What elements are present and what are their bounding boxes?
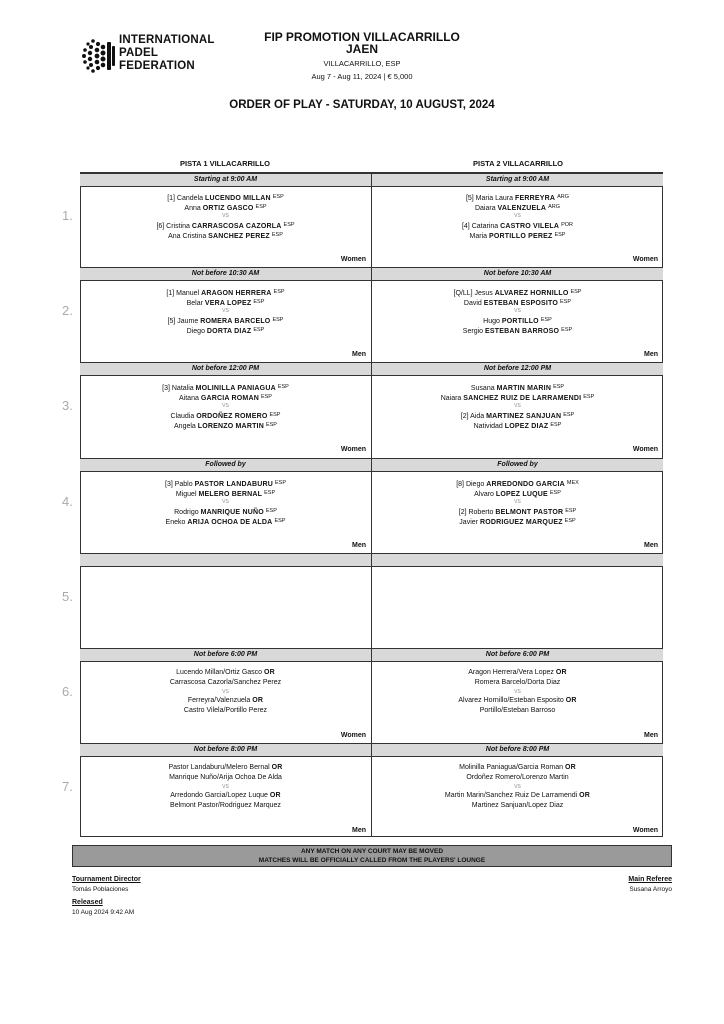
tournament-location: VILLACARRILLO, ESP	[323, 59, 401, 68]
category-label: Men	[644, 542, 658, 549]
player-first-name: David	[463, 300, 482, 307]
category-label: Men	[644, 351, 658, 358]
player-surname: SANCHEZ RUIZ DE LARRAMENDI	[463, 395, 582, 402]
player-first-name: [3] Pablo	[165, 481, 193, 488]
player-nationality: ESP	[583, 394, 595, 400]
player-first-name: Susana	[470, 385, 495, 392]
player-nationality: ESP	[274, 518, 286, 524]
or-label: OR	[565, 697, 577, 704]
player-line	[372, 287, 663, 297]
player-line	[80, 516, 371, 526]
team-line	[372, 791, 663, 801]
player-first-name: [1] Manuel	[166, 290, 200, 297]
player-nationality: ESP	[272, 194, 284, 200]
logo-line-3: FEDERATION	[119, 60, 195, 72]
player-line	[372, 192, 663, 202]
player-first-name: Sergio	[462, 328, 484, 335]
fip-logo-icon	[82, 36, 116, 76]
player-first-name: Eneko	[165, 519, 186, 526]
match-cell	[372, 382, 663, 430]
time-band: Starting at 9:00 AM	[80, 173, 371, 187]
match-cell	[372, 192, 663, 240]
notice-box	[72, 845, 672, 867]
player-nationality: ESP	[565, 508, 577, 514]
time-band: Not before 8:00 PM	[80, 743, 371, 757]
time-band: Not before 12:00 PM	[80, 362, 371, 376]
player-nationality: ESP	[540, 317, 552, 323]
player-surname: MANRIQUE NUÑO	[200, 509, 264, 516]
player-surname: GARCIA ROMAN	[200, 395, 259, 402]
player-surname: MOLINILLA PANIAGUA	[195, 385, 276, 392]
vs-label: VS	[514, 784, 521, 790]
time-band: Not before 6:00 PM	[80, 648, 371, 662]
player-nationality: POR	[561, 222, 574, 228]
team-line	[80, 696, 371, 706]
logo-line-2: PADEL	[119, 47, 159, 59]
player-line	[80, 506, 371, 516]
player-surname: ORDOÑEZ ROMERO	[196, 413, 268, 420]
player-line	[372, 420, 663, 430]
player-surname: PORTILLO	[501, 318, 539, 325]
match-cell	[80, 478, 371, 526]
director-name: Tomás Poblaciones	[72, 886, 129, 893]
team-line	[80, 668, 371, 678]
category-label: Women	[340, 446, 366, 453]
player-surname: LUCENDO MILLAN	[204, 195, 271, 202]
or-label: OR	[269, 792, 281, 799]
notice-line-1: ANY MATCH ON ANY COURT MAY BE MOVED	[300, 848, 444, 855]
player-first-name: Javier	[459, 519, 478, 526]
player-nationality: ESP	[271, 232, 283, 238]
team-line	[372, 696, 663, 706]
team-line	[80, 763, 371, 773]
player-line	[372, 392, 663, 402]
player-line	[80, 192, 371, 202]
referee-name: Susana Arroyo	[629, 886, 672, 893]
team-line	[80, 791, 371, 801]
player-surname: MELERO BERNAL	[198, 491, 263, 498]
time-band: Not before 6:00 PM	[372, 648, 663, 662]
row-separator	[80, 743, 371, 744]
player-first-name: [4] Catarina	[461, 223, 499, 230]
vs-label: VS	[222, 499, 229, 505]
player-nationality: ESP	[269, 412, 281, 418]
player-first-name: [2] Roberto	[458, 509, 494, 516]
player-surname: ALVAREZ HORNILLO	[494, 290, 569, 297]
match-cell	[372, 478, 663, 526]
row-separator	[372, 553, 663, 554]
player-first-name: [2] Aida	[460, 413, 485, 420]
player-line	[80, 297, 371, 307]
category-label: Women	[340, 732, 366, 739]
time-band	[80, 553, 371, 567]
player-line	[372, 516, 663, 526]
match-cell	[372, 763, 663, 811]
order-of-play-title: ORDER OF PLAY - SATURDAY, 10 AUGUST, 2024	[229, 99, 495, 111]
player-nationality: ESP	[560, 299, 572, 305]
match-cell	[80, 382, 371, 430]
row-number: 4.	[62, 494, 73, 509]
team-names: Arredondo Garcia/Lopez Luque	[170, 792, 268, 799]
category-label: Women	[632, 446, 658, 453]
vs-label: VS	[514, 403, 521, 409]
player-surname: ARAGON HERRERA	[201, 290, 272, 297]
player-line	[80, 287, 371, 297]
player-first-name: Rodrigo	[174, 509, 199, 516]
vs-label: VS	[222, 689, 229, 695]
player-surname: BELMONT PASTOR	[495, 509, 564, 516]
match-cell	[372, 668, 663, 716]
notice-line-2: MATCHES WILL BE OFFICIALLY CALLED FROM THE PLAYERS' LOUNGE	[258, 857, 486, 864]
vs-label: VS	[514, 213, 521, 219]
player-line	[372, 220, 663, 230]
category-label: Women	[632, 827, 658, 834]
row-separator	[80, 362, 371, 363]
team-names: Martin Marin/Sanchez Ruiz De Larramendi	[444, 792, 578, 799]
player-surname: LOPEZ DIAZ	[504, 423, 549, 430]
team-line	[80, 706, 371, 716]
player-surname: SANCHEZ PEREZ	[208, 233, 270, 240]
player-surname: PORTILLO PEREZ	[488, 233, 553, 240]
player-first-name: Naiara	[440, 395, 462, 402]
player-surname: CARRASCOSA CAZORLA	[191, 223, 282, 230]
player-line	[372, 230, 663, 240]
team-names: Pastor Landaburu/Melero Bernal	[168, 764, 270, 771]
player-first-name: Natividad	[473, 423, 503, 430]
player-nationality: ESP	[561, 327, 573, 333]
tournament-subtitle: JAEN	[345, 42, 378, 56]
player-first-name: [8] Diego	[456, 481, 485, 488]
time-band: Not before 12:00 PM	[372, 362, 663, 376]
time-band: Not before 8:00 PM	[372, 743, 663, 757]
player-nationality: ESP	[554, 232, 566, 238]
player-first-name: Miguel	[175, 491, 197, 498]
or-label: OR	[264, 669, 275, 676]
player-surname: CASTRO VILELA	[500, 223, 560, 230]
vs-label: VS	[222, 308, 229, 314]
match-cell	[80, 287, 371, 335]
player-first-name: [5] Jaume	[167, 318, 199, 325]
director-label: Tournament Director	[72, 876, 141, 883]
team-names: Romera Barcelo/Dorta Diaz	[474, 679, 561, 686]
time-band: Followed by	[80, 458, 371, 472]
player-first-name: Anna	[184, 205, 201, 212]
team-line	[372, 773, 663, 783]
player-first-name: Hugo	[483, 318, 500, 325]
released-value: 10 Aug 2024 9:42 AM	[72, 909, 135, 916]
team-line	[372, 668, 663, 678]
player-first-name: Daiara	[474, 205, 496, 212]
player-first-name: Diego	[186, 328, 205, 335]
player-line	[80, 315, 371, 325]
player-nationality: ESP	[253, 327, 265, 333]
player-first-name: Alvaro	[474, 491, 494, 498]
team-names: Aragon Herrera/Vera Lopez	[468, 669, 554, 676]
row-separator	[80, 458, 371, 459]
row-separator	[80, 267, 371, 268]
match-cell	[80, 668, 371, 716]
time-band: Followed by	[372, 458, 663, 472]
team-names: Lucendo Millan/Ortiz Gasco	[176, 669, 263, 676]
player-first-name: Aitana	[179, 395, 199, 402]
team-names: Belmont Pastor/Rodriguez Marquez	[170, 802, 281, 809]
player-nationality: ESP	[549, 490, 561, 496]
team-line	[80, 678, 371, 688]
player-surname: LOPEZ LUQUE	[495, 491, 548, 498]
row-separator	[80, 648, 371, 649]
player-nationality: ESP	[550, 422, 562, 428]
or-label: OR	[252, 697, 264, 704]
team-line	[372, 801, 663, 811]
referee-label: Main Referee	[628, 876, 672, 883]
player-first-name: [Q/LL] Jesus	[453, 290, 493, 297]
player-first-name: [1] Candela	[167, 195, 204, 202]
player-line	[372, 506, 663, 516]
time-band: Starting at 9:00 AM	[372, 173, 663, 187]
row-number: 3.	[62, 398, 73, 413]
player-line	[372, 488, 663, 498]
row-number: 7.	[62, 779, 73, 794]
row-separator	[372, 743, 663, 744]
match-cell	[80, 763, 371, 811]
team-names: Castro Vilela/Portillo Perez	[183, 707, 268, 714]
vs-label: VS	[222, 403, 229, 409]
team-names: Alvarez Hornillo/Esteban Esposito	[458, 697, 564, 704]
player-line	[80, 202, 371, 212]
tournament-dates: Aug 7 - Aug 11, 2024 | € 5,000	[311, 72, 413, 81]
player-first-name: [3] Natalia	[162, 385, 194, 392]
player-line	[372, 315, 663, 325]
player-surname: RODRIGUEZ MARQUEZ	[479, 519, 563, 526]
player-nationality: ESP	[265, 508, 277, 514]
row-number: 5.	[62, 589, 73, 604]
player-line	[372, 325, 663, 335]
time-band	[372, 553, 663, 567]
row-separator	[372, 362, 663, 363]
team-names: Portillo/Esteban Barroso	[479, 707, 556, 714]
player-surname: VALENZUELA	[497, 205, 547, 212]
player-surname: MARTIN MARIN	[496, 385, 552, 392]
player-line	[80, 392, 371, 402]
team-line	[372, 706, 663, 716]
team-names: Molinilla Paniagua/Garcia Roman	[459, 764, 564, 771]
team-names: Carrascosa Cazorla/Sanchez Perez	[169, 679, 282, 686]
or-label: OR	[271, 764, 283, 771]
court-1-name: PISTA 1 VILLACARRILLO	[180, 159, 270, 168]
match-cell	[80, 192, 371, 240]
vs-label: VS	[222, 213, 229, 219]
released-label: Released	[72, 899, 103, 906]
time-band: Not before 10:30 AM	[372, 267, 663, 281]
team-names: Manrique Nuño/Arija Ochoa De Alda	[169, 774, 282, 781]
player-surname: ROMERA BARCELO	[200, 318, 271, 325]
or-label: OR	[564, 764, 576, 771]
player-line	[80, 410, 371, 420]
row-number: 6.	[62, 684, 73, 699]
player-nationality: ESP	[260, 394, 272, 400]
player-line	[372, 202, 663, 212]
vs-label: VS	[514, 499, 521, 505]
player-nationality: MEX	[566, 480, 579, 486]
player-nationality: ESP	[570, 289, 582, 295]
player-line	[80, 488, 371, 498]
player-surname: LORENZO MARTIN	[197, 423, 264, 430]
row-separator	[372, 648, 663, 649]
team-line	[80, 773, 371, 783]
team-names: Martinez Sanjuan/Lopez Diaz	[471, 802, 564, 809]
player-surname: FERREYRA	[515, 195, 556, 202]
player-surname: ARIJA OCHOA DE ALDA	[187, 519, 273, 526]
category-label: Men	[352, 827, 366, 834]
category-label: Women	[632, 256, 658, 263]
player-surname: DORTA DIAZ	[206, 328, 252, 335]
logo-line-1: INTERNATIONAL	[119, 34, 215, 46]
player-first-name: [5] Maria Laura	[465, 195, 514, 202]
player-line	[80, 325, 371, 335]
player-surname: ESTEBAN ESPOSITO	[483, 300, 559, 307]
player-line	[372, 478, 663, 488]
player-nationality: ESP	[553, 384, 565, 390]
player-first-name: [6] Cristina	[156, 223, 190, 230]
row-separator	[372, 267, 663, 268]
player-line	[372, 297, 663, 307]
player-nationality: ESP	[564, 518, 576, 524]
team-line	[372, 763, 663, 773]
category-label: Women	[340, 256, 366, 263]
player-line	[80, 230, 371, 240]
player-nationality: ESP	[272, 317, 284, 323]
player-surname: ARREDONDO GARCIA	[486, 481, 565, 488]
row-number: 2.	[62, 303, 73, 318]
player-nationality: ESP	[255, 204, 267, 210]
or-label: OR	[555, 669, 567, 676]
match-cell	[372, 287, 663, 335]
player-first-name: Ana Cristina	[168, 233, 207, 240]
player-nationality: ESP	[563, 412, 575, 418]
player-nationality: ESP	[264, 490, 276, 496]
player-nationality: ESP	[273, 289, 285, 295]
player-nationality: ESP	[253, 299, 265, 305]
player-line	[372, 410, 663, 420]
vs-label: VS	[514, 689, 521, 695]
player-line	[80, 382, 371, 392]
player-nationality: ESP	[277, 384, 289, 390]
row-separator	[80, 553, 371, 554]
category-label: Men	[644, 732, 658, 739]
player-nationality: ESP	[274, 480, 286, 486]
player-surname: VERA LOPEZ	[204, 300, 252, 307]
time-band: Not before 10:30 AM	[80, 267, 371, 281]
court-2-name: PISTA 2 VILLACARRILLO	[473, 159, 563, 168]
row-separator	[372, 458, 663, 459]
player-line	[80, 420, 371, 430]
player-surname: MARTINEZ SANJUAN	[486, 413, 562, 420]
player-line	[80, 478, 371, 488]
player-first-name: Claudia	[170, 413, 195, 420]
player-nationality: ARG	[548, 204, 561, 210]
category-label: Men	[352, 351, 366, 358]
player-line	[80, 220, 371, 230]
player-first-name: Angela	[174, 423, 196, 430]
player-first-name: Belar	[186, 300, 203, 307]
player-nationality: ARG	[557, 194, 570, 200]
player-surname: ORTIZ GASCO	[202, 205, 254, 212]
team-names: Ferreyra/Valenzuela	[187, 697, 251, 704]
fip-logo	[82, 34, 215, 82]
team-names: Ordoñez Romero/Lorenzo Martin	[466, 774, 569, 781]
team-line	[80, 801, 371, 811]
player-surname: PASTOR LANDABURU	[194, 481, 273, 488]
player-line	[372, 382, 663, 392]
vs-label: VS	[514, 308, 521, 314]
tournament-title: FIP PROMOTION VILLACARRILLO	[264, 30, 460, 44]
player-nationality: ESP	[265, 422, 277, 428]
player-nationality: ESP	[283, 222, 295, 228]
row-number: 1.	[62, 208, 73, 223]
player-first-name: Maria	[469, 233, 488, 240]
category-label: Men	[352, 542, 366, 549]
team-line	[372, 678, 663, 688]
player-surname: ESTEBAN BARROSO	[484, 328, 560, 335]
vs-label: VS	[222, 784, 229, 790]
or-label: OR	[579, 792, 591, 799]
